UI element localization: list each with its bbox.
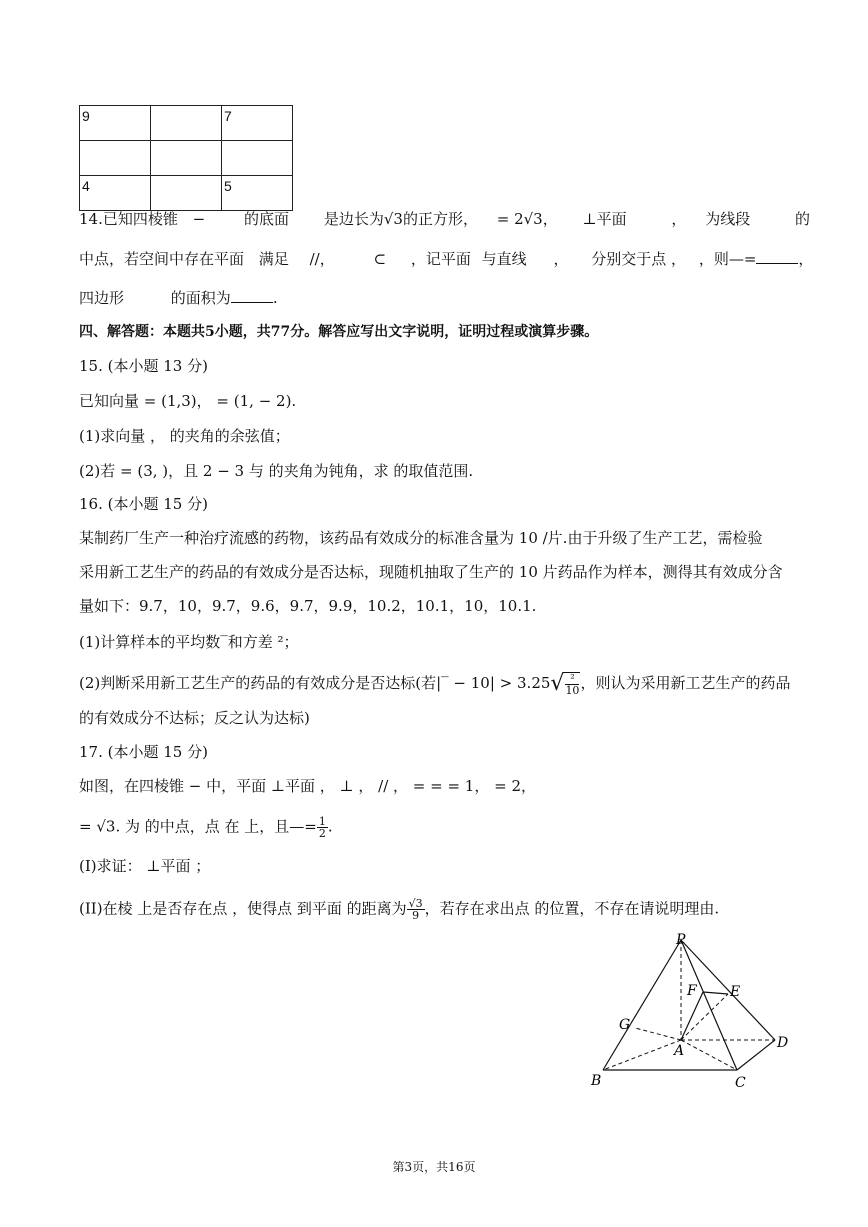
- fraction-numerator: 1: [318, 815, 326, 828]
- q15-line: (2)若 = (3, )，且 2 − 3 与 的夹角为钝角，求 的取值范围.: [79, 462, 474, 480]
- edge-AB: [603, 1040, 681, 1070]
- label-P: P: [676, 932, 686, 948]
- table-row: [80, 176, 293, 211]
- edge-AC: [681, 1040, 737, 1070]
- q16-text: ，则认为采用新工艺生产的药品: [580, 674, 791, 692]
- pyramid-figure: [585, 928, 795, 1093]
- fraction-denominator: 2: [318, 827, 326, 840]
- fraction: [407, 898, 425, 921]
- edge-PC: [681, 940, 737, 1070]
- label-B: B: [591, 1073, 602, 1089]
- table-row: [80, 106, 293, 141]
- label-F: F: [687, 983, 697, 999]
- q14-text: 与直线: [481, 250, 527, 268]
- table-cell: 4: [80, 176, 151, 211]
- q14-math: √3: [383, 210, 403, 228]
- q16-line: [79, 672, 790, 696]
- table-cell: [151, 106, 222, 141]
- fraction-denominator: 9: [412, 909, 420, 922]
- q14-text: 的底面: [244, 210, 290, 228]
- q17-line: [79, 898, 719, 921]
- q14-text: ⊥平面: [582, 210, 627, 228]
- page-footer: 第3页，共16页: [392, 1160, 476, 1174]
- edge-FE: [703, 992, 728, 994]
- q14-text: 的正方形，: [402, 210, 478, 228]
- q14-text: 已知四棱锥: [102, 210, 178, 228]
- q16-line: 某制药厂生产一种治疗流感的药物，该药品有效成分的标准含量为 10 /片.由于升级了生产工艺，需检验: [79, 529, 763, 547]
- fraction-denominator: 10: [565, 684, 580, 697]
- edge-AE: [681, 992, 703, 1040]
- q14-text: −: [192, 210, 206, 228]
- table-cell: 5: [222, 176, 293, 211]
- edge-PB: [603, 940, 681, 1070]
- q16-line: (1)计算样本的平均数‾和方差 ²；: [79, 633, 299, 651]
- q16-line: 采用新工艺生产的药品的有效成分是否达标，现随机抽取了生产的 10 片药品作为样本，测得其有效成分含: [79, 563, 783, 581]
- q14-text: ，则: [698, 250, 729, 268]
- table-cell: [151, 141, 222, 176]
- q14-text: ，记平面: [410, 250, 471, 268]
- q14-text: 满足: [258, 250, 289, 268]
- sqrt-sign: √: [550, 671, 565, 696]
- q14-line2: [79, 249, 813, 269]
- table-cell: [151, 176, 222, 211]
- q14-text: ，: [553, 250, 569, 268]
- q17-text: .: [327, 817, 333, 836]
- fraction-numerator: ²: [565, 673, 579, 685]
- q15-heading: 15. (本小题 13 分): [79, 357, 208, 375]
- q16-line: 的有效成分不达标；反之认为达标): [79, 709, 310, 727]
- table-cell: [80, 141, 151, 176]
- q17-line: [79, 816, 333, 839]
- q17-text: ，若存在求出点 的位置，不存在请说明理由.: [424, 899, 720, 918]
- q14-line1: [79, 209, 810, 229]
- table-cell: [222, 141, 293, 176]
- q17-heading: 17. (本小题 15 分): [79, 743, 208, 761]
- edge-CD: [737, 1040, 775, 1070]
- label-C: C: [735, 1075, 746, 1091]
- q17-line: (I)求证： ⊥平面 ；: [79, 857, 211, 875]
- edge-AG: [635, 1028, 681, 1040]
- q14-text: 分别交于点: [591, 250, 667, 268]
- q16-heading: 16. (本小题 15 分): [79, 495, 208, 513]
- q16-text: (2)判断采用新工艺生产的药品的有效成分是否达标(若|‾ − 10| > 3.25: [79, 674, 551, 692]
- q14-math: = 2√3，: [496, 210, 558, 228]
- label-A: A: [674, 1043, 685, 1059]
- q14-text: 的面积为: [170, 289, 231, 307]
- q15-line: 已知向量 = (1,3)， = (1, − 2).: [79, 392, 297, 410]
- section-heading: 四、解答题：本题共5小题，共77分。解答应写出文字说明，证明过程或演算步骤。: [79, 324, 599, 340]
- fraction-numerator: √3: [408, 897, 423, 910]
- label-E: E: [730, 984, 741, 1000]
- fraction: [317, 816, 328, 839]
- q14-line3: [79, 288, 278, 308]
- fraction: [564, 672, 580, 696]
- q17-line: 如图，在四棱锥 − 中，平面 ⊥平面 ， ⊥ ， // ， = = = 1， = 2，: [79, 777, 537, 795]
- table-row: [80, 141, 293, 176]
- table-cell: 7: [222, 106, 293, 141]
- q14-text: ，: [671, 250, 687, 268]
- q14-text: 四边形: [79, 289, 125, 307]
- q14-math: ⊂: [373, 250, 387, 268]
- q14-number: 14.: [79, 210, 103, 228]
- q14-text: 为线段: [705, 210, 751, 228]
- q14-text: 是边长为: [323, 210, 384, 228]
- number-grid: [79, 105, 293, 211]
- q16-line: 量如下：9.7，10，9.7，9.6，9.7，9.9，10.2，10.1，10，10.1.: [79, 597, 537, 615]
- label-G: G: [619, 1017, 631, 1033]
- answer-blank[interactable]: [231, 288, 273, 303]
- answer-blank[interactable]: [756, 249, 798, 264]
- q14-text: 的: [794, 210, 810, 228]
- q14-math: //，: [309, 250, 335, 268]
- q15-line: (1)求向量 ， 的夹角的余弦值；: [79, 427, 290, 445]
- q17-text: = √3. 为 的中点，点 在 上，且—=: [79, 817, 317, 836]
- table-cell: 9: [80, 106, 151, 141]
- q17-text: (II)在棱 上是否存在点 ，使得点 到平面 的距离为: [79, 899, 407, 918]
- q14-math: —=: [728, 250, 757, 268]
- q14-text: 中点，若空间中存在平面: [79, 250, 245, 268]
- label-D: D: [777, 1035, 789, 1051]
- q14-text: .: [272, 289, 278, 307]
- q14-text: ，: [798, 250, 814, 268]
- q14-text: ，: [671, 210, 687, 228]
